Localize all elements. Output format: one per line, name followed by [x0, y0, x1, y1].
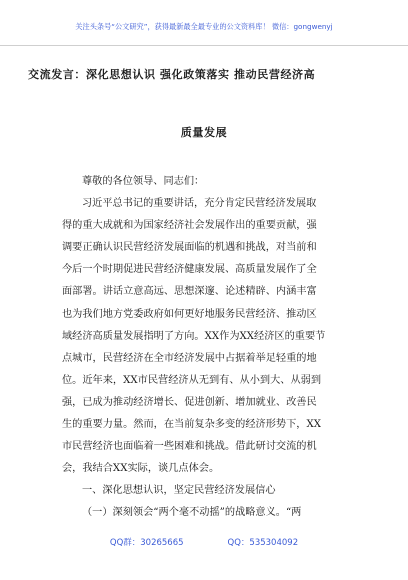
greeting: 尊敬的各位领导、同志们： — [82, 176, 205, 187]
body-line: 市民营经济也面临着一些困难和挑战。借此研讨交流的机 — [62, 441, 317, 453]
body-line: 今后一个时期促进民营经济健康发展、高质量发展作了全 — [62, 264, 317, 276]
body-line: 也为我们地方党委政府如何更好地服务民营经济、推动区 — [62, 308, 317, 320]
subsection-heading: （一）深刻领会“两个毫不动摇”的战略意义。“两 — [82, 507, 302, 519]
footer-contact — [0, 536, 408, 548]
body-line: 域经济高质量发展指明了方向。XX作为XX经济区的重要节 — [62, 330, 326, 342]
header-promo-text: 关注头条号“公文研究”，获得最新最全最专业的公文资料库！ 微信：gongwenyj — [75, 22, 333, 31]
header-banner — [0, 0, 408, 46]
body-line: 生的重要力量。然而，在当前复杂多变的经济形势下，XX — [62, 419, 322, 431]
body-line: 习近平总书记的重要讲话，充分肯定民营经济发展取 — [82, 198, 317, 210]
document-title-line-2: 质量发展 — [180, 126, 228, 139]
document-title-line-1: 交流发言：深化思想认识 强化政策落实 推动民营经济高 — [28, 68, 316, 81]
body-line: 调要正确认识民营经济发展面临的机遇和挑战，对当前和 — [62, 242, 317, 254]
section-heading: 一、深化思想认识，坚定民营经济发展信心 — [82, 485, 276, 497]
document-body — [62, 171, 362, 525]
body-line: 位。近年来，XX市民营经济从无到有、从小到大、从弱到 — [62, 374, 322, 386]
body-line: 得的重大成就和为国家经济社会发展作出的重要贡献，强 — [62, 220, 317, 232]
body-line: 点城市，民营经济在全市经济发展中占据着举足轻重的地 — [62, 352, 317, 364]
body-line: 面部署。讲话立意高远、思想深邃、论述精辟、内涵丰富 — [62, 286, 317, 298]
body-line: 强，已成为推动经济增长、促进创新、增加就业、改善民 — [62, 396, 317, 408]
footer-qq-number: QQ：535304092 — [227, 538, 299, 548]
footer-qq-group: QQ群：30265665 — [109, 538, 184, 548]
body-line: 会，我结合XX实际，谈几点体会。 — [62, 463, 220, 475]
